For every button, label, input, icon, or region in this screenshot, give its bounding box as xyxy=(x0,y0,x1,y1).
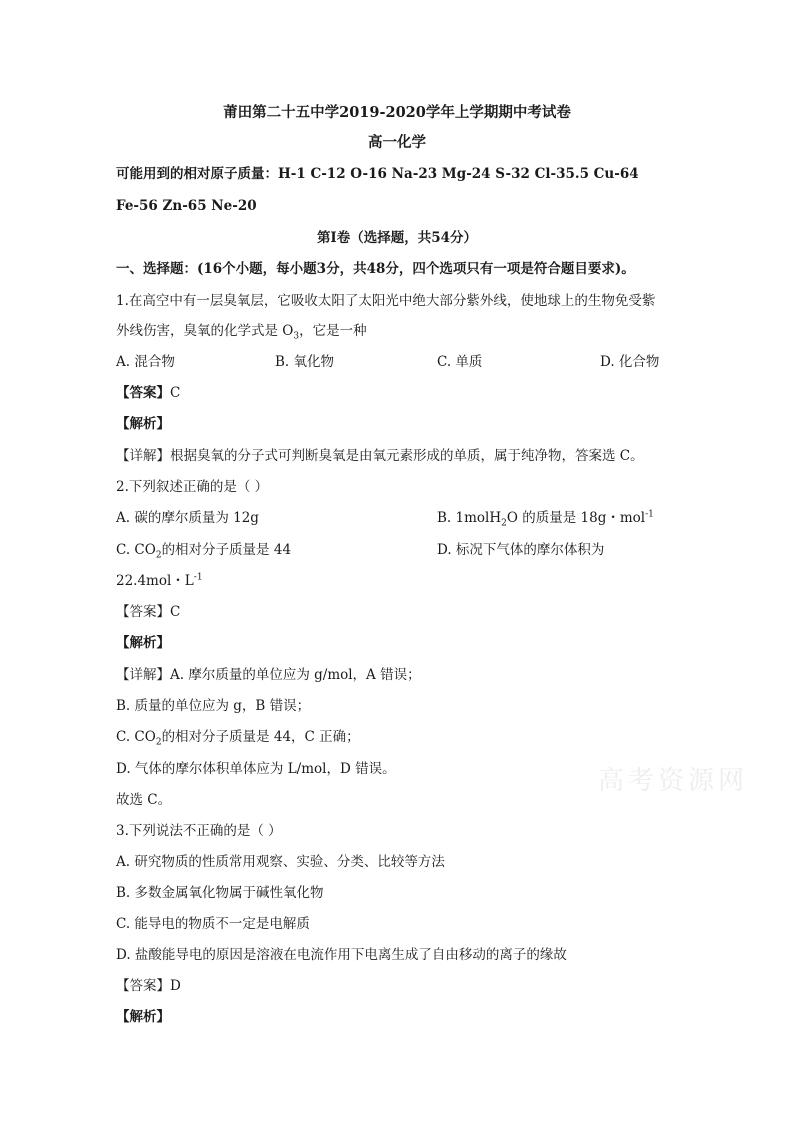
q2-detail-a: 【详解】A. 摩尔质量的单位应为 g/mol，A 错误； xyxy=(116,667,421,683)
q1-option-b: B. 氧化物 xyxy=(275,354,335,370)
q2-stem: 2.下列叙述正确的是（ ） xyxy=(116,479,269,495)
exam-subtitle: 高一化学 xyxy=(368,134,426,151)
q3-option-c: C. 能导电的物质不一定是电解质 xyxy=(116,916,310,932)
q2-option-a: A. 碳的摩尔质量为 12g xyxy=(116,510,259,526)
q2-detail-b: B. 质量的单位应为 g，B 错误； xyxy=(116,698,311,714)
q3-option-b: B. 多数金属氧化物属于碱性氧化物 xyxy=(116,885,324,901)
q1-stem-line-2: 外线伤害，臭氧的化学式是 $O_3$，它是一种 xyxy=(116,323,367,342)
atomic-mass-line-2: Fe-56 Zn-65 Ne-20 xyxy=(116,198,257,214)
exam-title: 莆田第二十五中学2019-2020学年上学期期中考试卷 xyxy=(223,104,571,121)
q2-option-d: D. 标况下气体的摩尔体积为 xyxy=(437,542,605,558)
atomic-mass-line-1: 可能用到的相对原子质量：H-1 C-12 O-16 Na-23 Mg-24 S-32 Cl-35.5 Cu-64 xyxy=(116,166,639,182)
q3-analysis: 【解析】 xyxy=(116,1009,170,1025)
q1-answer: 【答案】C xyxy=(116,385,181,401)
watermark: 高考资源网 xyxy=(598,766,749,796)
q1-option-c: C. 单质 xyxy=(437,354,483,370)
q2-analysis: 【解析】 xyxy=(116,635,170,651)
q2-conclusion: 故选 C。 xyxy=(116,792,172,808)
section-title: 第Ⅰ卷（选择题，共54分） xyxy=(316,230,478,246)
q3-stem: 3.下列说法不正确的是（ ） xyxy=(116,823,282,839)
q1-analysis: 【解析】 xyxy=(116,416,170,432)
q1-stem-line-1: 1.在高空中有一层臭氧层，它吸收太阳了太阳光中绝大部分紫外线，使地球上的生物免受紫 xyxy=(116,293,656,309)
q3-option-d: D. 盐酸能导电的原因是溶液在电流作用下电离生成了自由移动的离子的缘故 xyxy=(116,947,567,963)
q2-option-c: C. $CO_2$的相对分子质量是 44 xyxy=(116,542,292,561)
q2-detail-d: D. 气体的摩尔体积单体应为 L/mol，D 错误。 xyxy=(116,761,396,777)
q1-option-d: D. 化合物 xyxy=(600,354,660,370)
q3-option-a: A. 研究物质的性质常用观察、实验、分类、比较等方法 xyxy=(116,854,445,870)
q2-detail-c: C. $CO_2$的相对分子质量是 44，C 正确； xyxy=(116,729,360,748)
q2-option-d-continued: 22.4mol・$L^{-1}$ xyxy=(116,572,203,589)
q1-option-a: A. 混合物 xyxy=(116,354,175,370)
section-instructions: 一、选择题：(16个小题，每小题3分，共48分，四个选项只有一项是符合题目要求)。 xyxy=(116,261,635,277)
q1-detail: 【详解】根据臭氧的分子式可判断臭氧是由氧元素形成的单质，属于纯净物，答案选 C。 xyxy=(116,448,644,464)
q3-answer: 【答案】D xyxy=(116,978,181,994)
q2-answer: 【答案】C xyxy=(116,604,181,620)
q2-option-b: B. 1molH$_2$O 的质量是 18g・mol$^{-1}$ xyxy=(437,509,654,529)
